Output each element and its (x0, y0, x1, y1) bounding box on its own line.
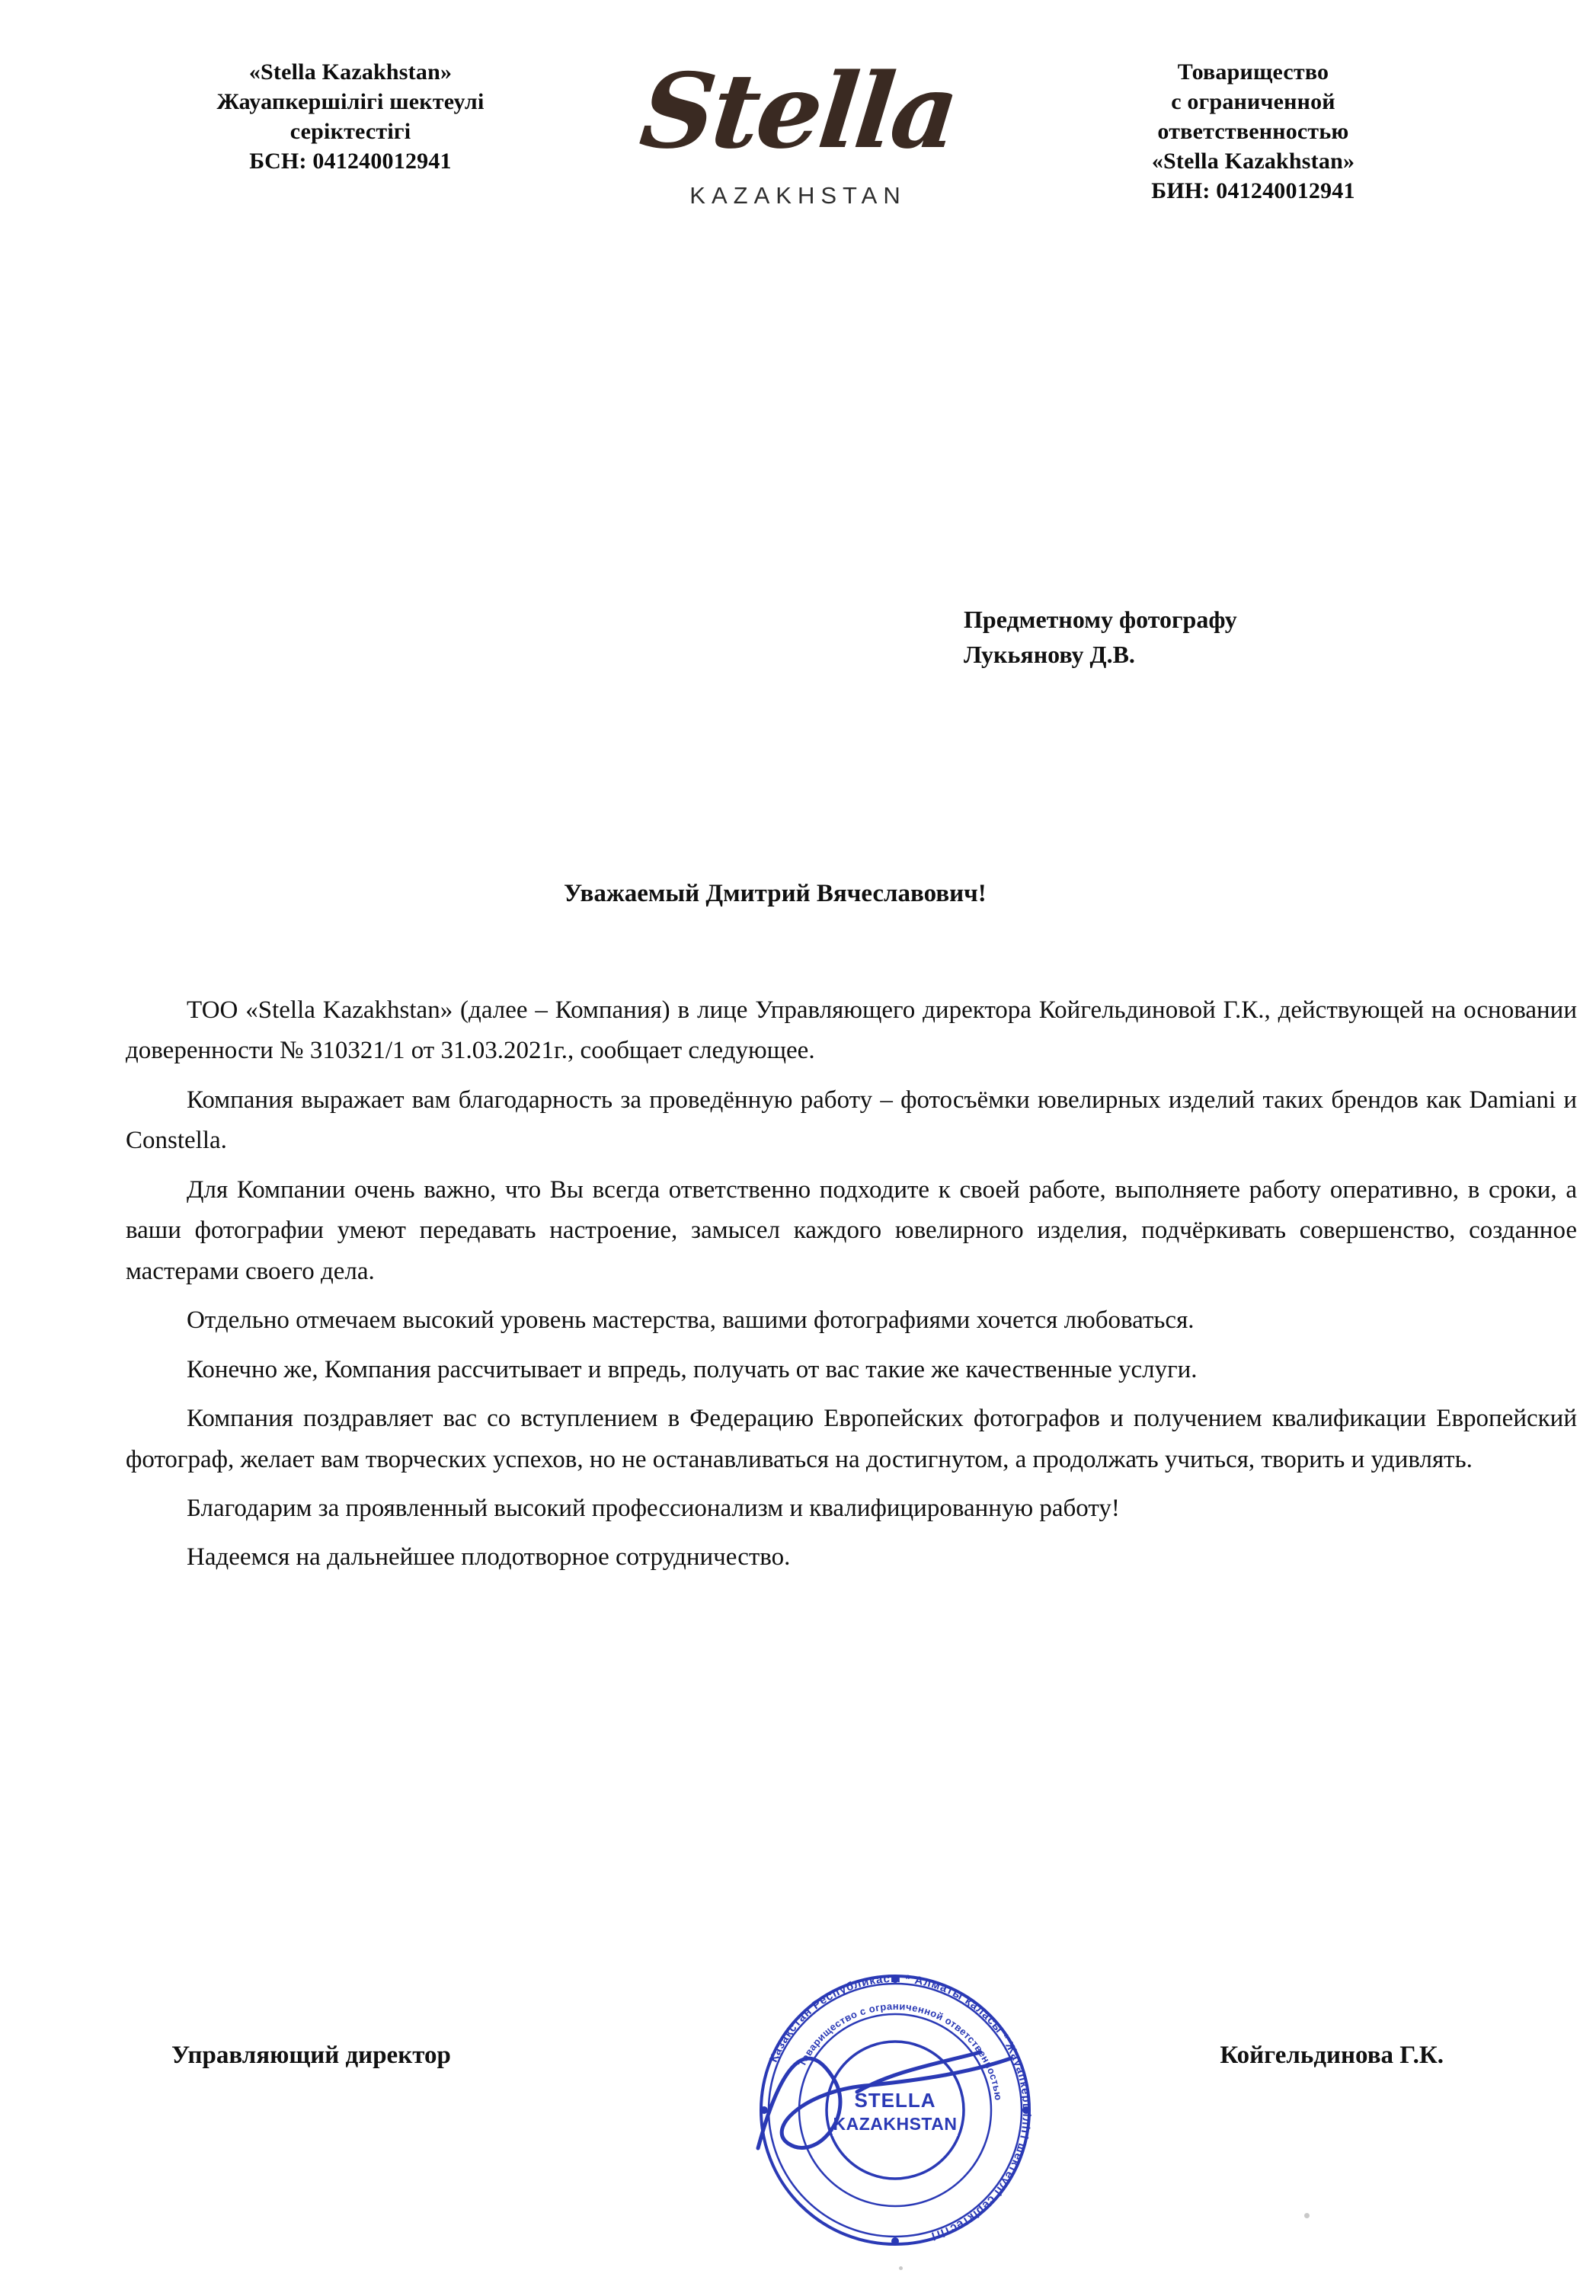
letterhead-kazakh-block (152, 57, 549, 176)
svg-text:KAZAKHSTAN: KAZAKHSTAN (833, 2114, 958, 2134)
letter-body (126, 990, 1577, 1587)
logo-wordmark: Stella (635, 50, 961, 171)
letterhead-ru-line-3: ответственностью (1157, 119, 1349, 144)
salutation: Уважаемый Дмитрий Вячеславович! (564, 880, 987, 907)
letterhead-ru-line-1: Товарищество (1177, 59, 1329, 85)
addressee-role: Предметному фотографу (964, 606, 1237, 633)
stamp-graphic (743, 1958, 1047, 2262)
addressee-name: Лукьянову Д.В. (964, 641, 1135, 669)
body-paragraph-6: Компания поздравляет вас со вступлением в Федерацию Европейских фотографов и получением квалификации Европейский фотограф, желает вам творческих успехов, но не останавливаться на достигнутом, а продолжать учиться, творить и удивлять. (126, 1405, 1577, 1473)
addressee-block (964, 602, 1237, 673)
svg-text:Қазақстан Республикасы * Алмат: Қазақстан Республикасы * Алматы қаласы * Жауапкершілігі шектеулі серіктестігі (766, 1971, 1034, 2243)
body-paragraph-3: Для Компании очень важно, что Вы всегда ответственно подходите к своей работе, выполняете работу оперативно, в сроки, а ваши фотографии умеют передавать настроение, замысел каждого ювелирного изделия, подчёркивать совершенство, созданное мастерами своего дела. (126, 1175, 1577, 1285)
body-paragraph-8: Надеемся на дальнейшее плодотворное сотрудничество. (187, 1543, 791, 1572)
svg-text:STELLA: STELLA (854, 2089, 936, 2112)
company-stamp (743, 1958, 1047, 2262)
letterhead-ru-line-2: с ограниченной (1171, 89, 1335, 114)
scan-speck (1304, 2213, 1310, 2218)
letterhead-kz-line-3: серіктестігі (289, 119, 411, 144)
body-paragraph-5: Конечно же, Компания рассчитывает и впредь, получать от вас такие же качественные услуги. (187, 1355, 1198, 1383)
letterhead-kz-line-1: «Stella Kazakhstan» (248, 59, 453, 85)
body-paragraph-1: ТОО «Stella Kazakhstan» (далее – Компания) в лице Управляющего директора Койгельдиновой Г.К., действующей на основании доверенности № 310321/1 от 31.03.2021г., сообщает следующее. (126, 996, 1577, 1065)
letterhead (0, 46, 1596, 366)
body-paragraph-7: Благодарим за проявленный высокий профессионализм и квалифицированную работу! (187, 1494, 1120, 1522)
letterhead-ru-bin: БИН: 041240012941 (1151, 178, 1355, 203)
letterhead-russian-block (1055, 57, 1451, 206)
body-paragraph-4: Отдельно отмечаем высокий уровень мастерства, вашими фотографиями хочется любоваться. (187, 1306, 1195, 1335)
letterhead-kz-bin: БСН: 041240012941 (249, 149, 452, 174)
logo-subtitle: KAZAKHSTAN (689, 182, 907, 209)
svg-text:Товарищество с ограниченной от: Товарищество с ограниченной ответственностью (795, 2000, 1005, 2102)
scan-speck (899, 2266, 903, 2270)
letterhead-ru-line-4: «Stella Kazakhstan» (1151, 149, 1355, 174)
body-paragraph-2: Компания выражает вам благодарность за проведённую работу – фотосъёмки ювелирных изделий таких брендов как Damiani и Constella. (126, 1086, 1577, 1155)
signatory-title: Управляющий директор (171, 2042, 451, 2069)
signatory-name: Койгельдинова Г.К. (1220, 2042, 1444, 2069)
letterhead-kz-line-2: Жауапкершілігі шектеулі (216, 89, 485, 114)
